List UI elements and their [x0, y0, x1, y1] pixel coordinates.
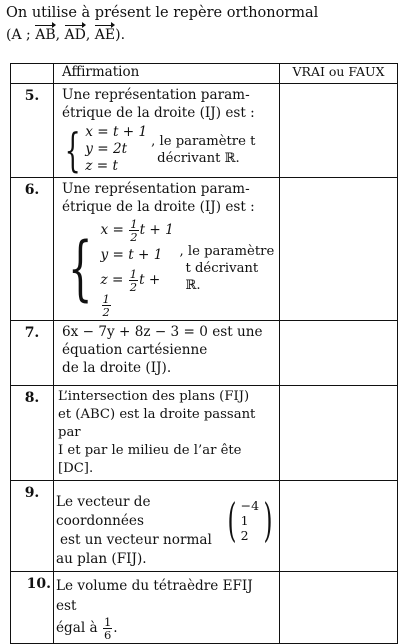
affirmation-line: étrique de la droite (IJ) est : — [62, 199, 255, 215]
normal-vector — [223, 493, 277, 547]
header-vrai-faux: VRAI ou FAUX — [280, 64, 398, 84]
affirmation-line: étrique de la droite (IJ) est : — [62, 105, 255, 121]
affirmation-line: égal à $\frac{1}{6}$ . — [56, 615, 118, 642]
brace-glyph: { — [64, 122, 81, 177]
vector-ae: AE — [95, 23, 115, 45]
header-affirmation: Affirmation — [54, 64, 280, 84]
affirmation-line: et (ABC) est la droite passant par — [58, 407, 256, 440]
vector-component: 1 — [240, 512, 249, 528]
affirmation-line: Une représentation param- — [62, 181, 250, 197]
affirmations-table — [10, 63, 398, 644]
equation-z: z = t — [85, 158, 118, 174]
answer-cell[interactable] — [280, 178, 398, 321]
equation-x: x = t + 1 — [85, 124, 148, 140]
brace-glyph: { — [68, 227, 93, 309]
row-number: 6. — [11, 178, 54, 321]
affirmation-line: L’intersection des plans (FIJ) — [58, 389, 250, 404]
parameter-note: , le paramètre — [179, 243, 275, 259]
equation-y: y = 2t — [85, 141, 128, 157]
affirmation-cell — [54, 84, 280, 178]
affirmation-line: Le vecteur de coordonnées — [56, 494, 151, 529]
parameter-note: t décrivant ℝ. — [185, 260, 259, 293]
open-paren: ( — [6, 27, 12, 43]
table-row — [11, 572, 398, 644]
separator: , — [55, 27, 65, 43]
answer-cell[interactable] — [280, 321, 398, 386]
affirmation-line: de la droite (IJ). — [62, 360, 172, 376]
separator: , — [85, 27, 95, 43]
vector-ab: AB — [35, 23, 55, 45]
row-number: 8. — [11, 386, 54, 481]
table-row — [11, 321, 398, 386]
affirmation-cell — [54, 386, 280, 481]
affirmation-line: 6x − 7y + 8z − 3 = 0 est une — [62, 324, 263, 340]
affirmation-line: Une représentation param- — [62, 87, 250, 103]
close-paren: ). — [115, 27, 126, 43]
affirmation-line: équation cartésienne — [62, 342, 208, 358]
table-row — [11, 84, 398, 178]
affirmation-line: au plan (FIJ). — [56, 551, 147, 567]
equation-z: z = $\frac{1}{2}$ t + $\frac{1}{2}$ — [100, 267, 161, 319]
affirmation-line: I et par le milieu de l’ar ête [DC]. — [58, 443, 242, 476]
vector-ad: AD — [65, 23, 86, 45]
header-number — [11, 64, 54, 84]
answer-cell[interactable] — [280, 481, 398, 572]
equation-x: x = $\frac{1}{2}$ t + 1 — [100, 217, 174, 244]
intro-text — [6, 4, 318, 45]
table-header-row — [11, 64, 398, 84]
vector-component: 2 — [240, 527, 249, 543]
answer-cell[interactable] — [280, 572, 398, 644]
affirmation-cell — [54, 178, 280, 321]
table-row — [11, 178, 398, 321]
answer-cell[interactable] — [280, 84, 398, 178]
answer-cell[interactable] — [280, 386, 398, 481]
left-paren: ( — [227, 493, 237, 547]
parameter-note: décrivant ℝ. — [157, 150, 240, 166]
table-row — [11, 481, 398, 572]
affirmation-cell — [54, 572, 280, 644]
equation-y: y = t + 1 — [100, 247, 163, 263]
row-number: 10. — [11, 572, 54, 644]
right-paren: ) — [263, 493, 273, 547]
table-row — [11, 386, 398, 481]
frame-notation — [6, 23, 318, 45]
row-number: 9. — [11, 481, 54, 572]
parameter-note: , le paramètre t — [151, 133, 256, 149]
parametric-system — [62, 218, 277, 318]
vector-component: −4 — [240, 497, 260, 513]
affirmation-line: est un vecteur normal — [60, 532, 212, 548]
parametric-system — [62, 124, 277, 175]
intro-line: On utilise à présent le repère orthonormal — [6, 5, 319, 21]
frame-origin: A ; — [11, 27, 36, 43]
row-number: 5. — [11, 84, 54, 178]
affirmation-line: Le volume du tétraèdre EFIJ est — [56, 578, 253, 614]
affirmation-cell — [54, 481, 280, 572]
row-number: 7. — [11, 321, 54, 386]
affirmation-cell — [54, 321, 280, 386]
